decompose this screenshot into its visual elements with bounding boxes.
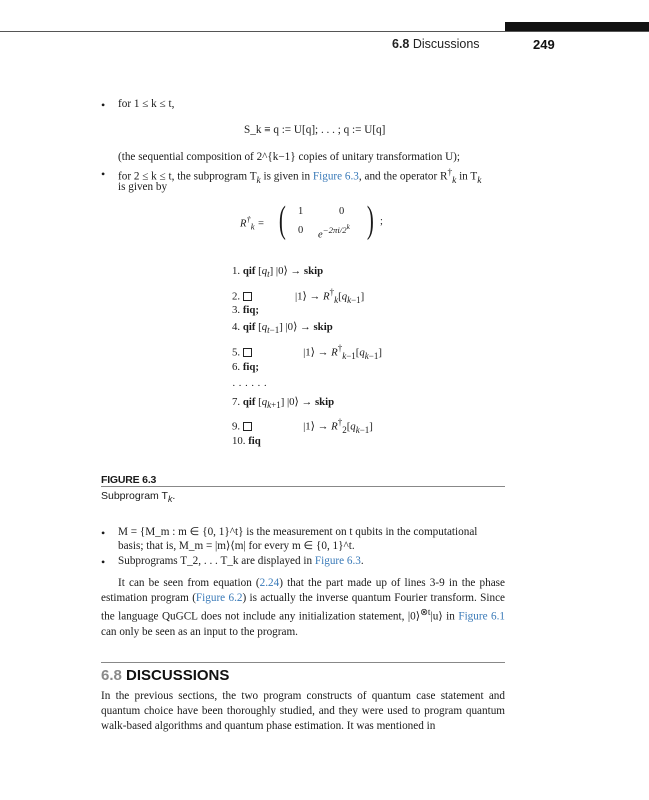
composition-note: (the sequential composition of 2^{k−1} copies of unitary transformation U);: [118, 151, 460, 163]
figure-6-3-link-2[interactable]: Figure 6.3: [314, 555, 361, 567]
running-head-section-name: Discussions: [412, 37, 480, 51]
program-line-6: 6. fiq;: [232, 361, 260, 373]
paragraph-discussions: In the previous sections, the two program constructs of quantum case statement and quantum choice have been thoroughly studied, and they were used to program quantum walk-based algorithms and quantum phase estimation. It was mentioned in: [101, 690, 505, 733]
program-line-4: 4. qif $[q_{t-1}]$ |0⟩ → skip: [232, 321, 333, 336]
section-number: 6.8: [101, 667, 122, 684]
bullet-marker: •: [101, 526, 106, 540]
matrix-trail: ;: [380, 216, 383, 227]
figure-rule: [101, 486, 505, 487]
figure-caption: Subprogram $T_k$.: [101, 490, 176, 505]
program-line-10: 10. fiq: [232, 435, 261, 447]
bullet-measurement-2: basis; that is, M_m = |m⟩⟨m| for every m ∈ {0, 1}^t.: [118, 540, 355, 552]
figure-6-1-link[interactable]: Figure 6.1: [458, 611, 505, 624]
left-paren: (: [278, 199, 286, 241]
program-line-9: 9. |1⟩ → $R^\dagger_2[q_{k-1}]$: [232, 417, 373, 435]
figure-label: FIGURE 6.3: [101, 474, 157, 486]
bullet-marker: •: [101, 555, 106, 569]
equation-sk: S_k ≡ q := U[q]; . . . ; q := U[q]: [244, 124, 386, 136]
matrix-lhs: $R^\dagger_k$ =: [240, 214, 265, 232]
figure-6-3-link[interactable]: Figure 6.3: [312, 170, 359, 183]
bullet-subprograms: Subprograms T_2, . . . T_k are displayed in Figure 6.3.: [118, 555, 364, 567]
bullet-marker: •: [101, 167, 106, 181]
program-line-7: 7. qif $[q_{k+1}]$ |0⟩ → skip: [232, 396, 335, 411]
bullet-text-1: for 1 ≤ k ≤ t,: [118, 98, 175, 110]
equation-2-24-link[interactable]: 2.24: [259, 577, 280, 589]
running-head-section-number: 6.8: [392, 37, 410, 51]
section-rule: [101, 662, 505, 663]
paragraph-phase-estimation: It can be seen from equation (2.24) that the part made up of lines 3-9 in the phase estimation program (Figure 6.2) is actually the inverse quantum Fourier transform. Since the language QuGCL does not include any initialization statement, |0⟩$^{\otimes t}$|u⟩ in Figure 6.1 can only be seen as an input to the program.: [101, 577, 505, 639]
section-title: DISCUSSIONS: [126, 667, 230, 684]
bullet-measurement-1: M = {M_m : m ∈ {0, 1}^t} is the measurement on t qubits in the computational: [118, 526, 478, 538]
matrix-a22: $e^{-2\pi i/2^k}$: [318, 223, 350, 241]
matrix-a12: 0: [339, 206, 345, 217]
bullet-text-2-cont: is given by: [118, 181, 168, 193]
header-bar: [505, 22, 649, 31]
program-line-5: 5. |1⟩ → $R^\dagger_{k-1}[q_{k-1}]$: [232, 343, 382, 361]
figure-6-2-link[interactable]: Figure 6.2: [195, 592, 243, 605]
header-rule: [0, 31, 649, 32]
matrix-a21: 0: [298, 225, 304, 236]
matrix-a11: 1: [298, 206, 304, 217]
bullet-marker: •: [101, 98, 106, 112]
section-heading: [101, 667, 229, 684]
right-paren: ): [366, 199, 374, 241]
program-line-1: 1. qif $[q_t]$ |0⟩ → skip: [232, 265, 324, 280]
program-line-2: 2. |1⟩ → $R^\dagger_k[q_{k-1}]$: [232, 287, 365, 305]
program-ellipsis: · · · · · ·: [232, 380, 268, 392]
page-number: 249: [533, 37, 555, 52]
program-line-3: 3. fiq;: [232, 304, 260, 316]
rotation-matrix: [240, 201, 390, 241]
bullet-text-2: for 2 ≤ k ≤ t, the subprogram $T_k$ is given in Figure 6.3, and the operator $R^\dagger_k$ in $T_k$: [118, 168, 482, 186]
